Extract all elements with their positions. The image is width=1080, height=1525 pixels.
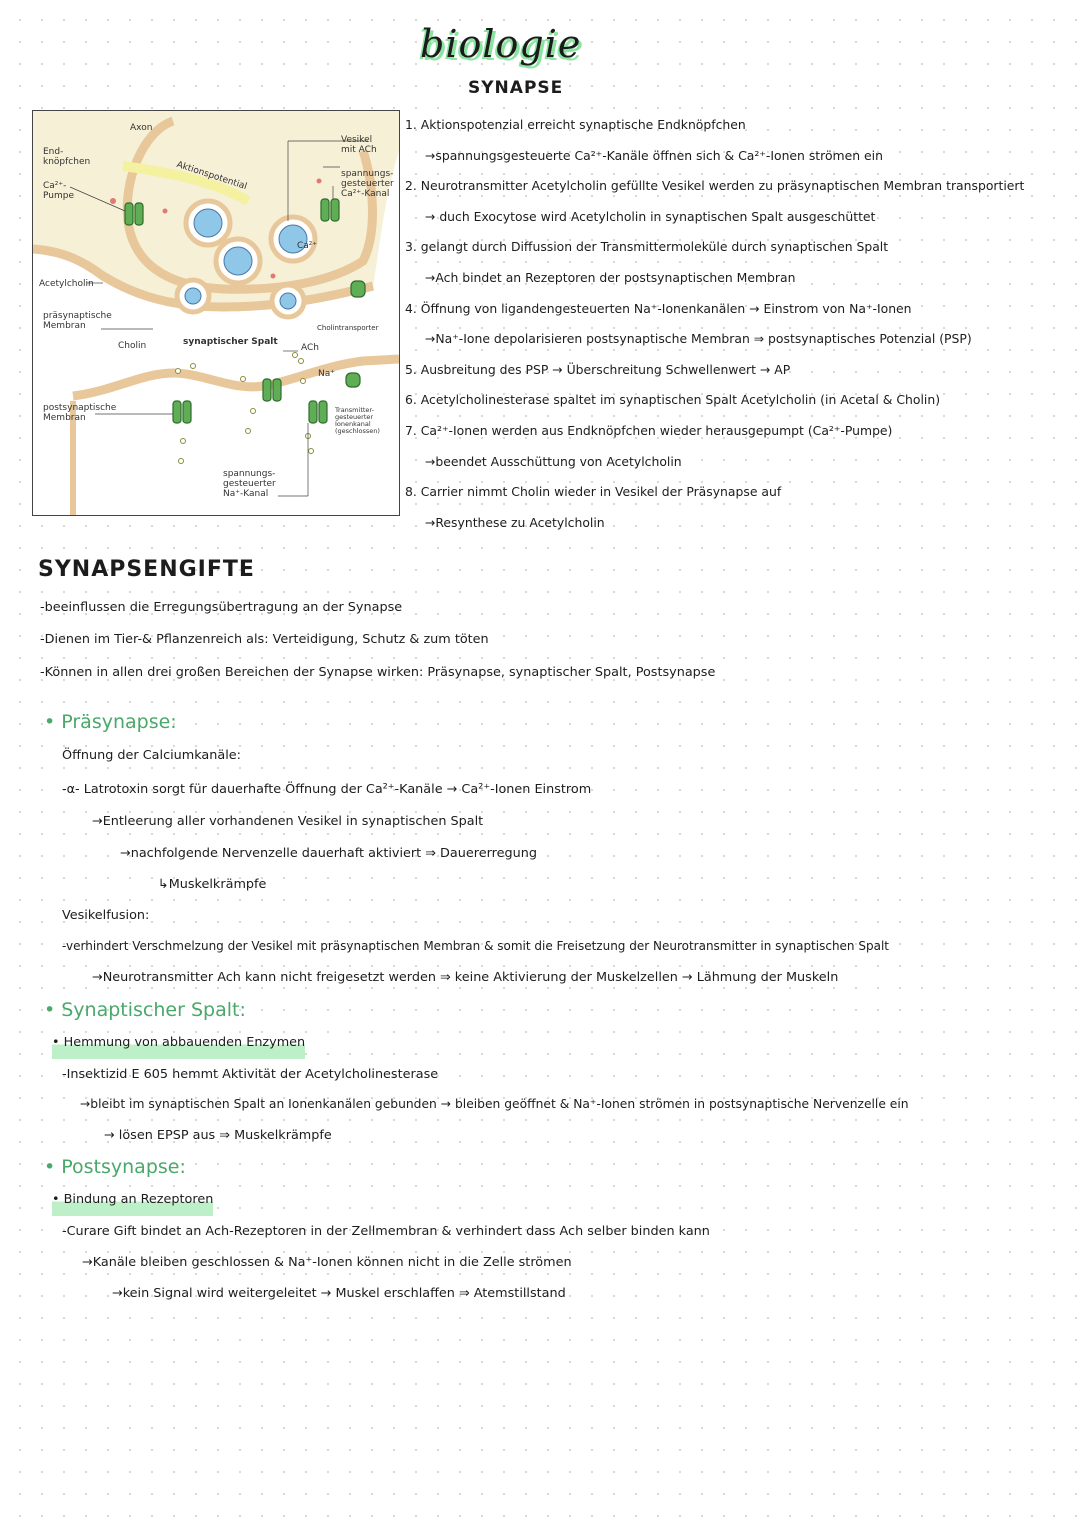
step-8-detail: →Resynthese zu Acetylcholin bbox=[425, 514, 605, 530]
page-title: biologie bbox=[420, 22, 582, 66]
postsynapse-line-3: →kein Signal wird weitergeleitet → Muskel erschlaffen ⇒ Atemstillstand bbox=[112, 1286, 566, 1301]
step-7-detail: →beendet Ausschüttung von Acetylcholin bbox=[425, 453, 682, 469]
praesynapse-heading: • Präsynapse: bbox=[44, 711, 177, 733]
steps-list bbox=[405, 110, 1065, 538]
step-6: 6. Acetylcholinesterase spaltet im synaptischen Spalt Acetylcholin (in Acetal & Cholin) bbox=[405, 392, 941, 408]
gifte-intro-2: -Dienen im Tier-& Pflanzenreich als: Verteidigung, Schutz & zum töten bbox=[40, 632, 489, 647]
label-transmitter-kanal: Transmitter- gesteuerter Ionenkanal (geschlossen) bbox=[335, 406, 380, 435]
label-cholintransporter: Cholintransporter bbox=[317, 324, 379, 332]
spalt-sub: • Hemmung von abbauenden Enzymen bbox=[52, 1027, 305, 1059]
praesynapse-line-4: ↳Muskelkrämpfe bbox=[158, 877, 267, 892]
spalt-line-1: -Insektizid E 605 hemmt Aktivität der Acetylcholinesterase bbox=[62, 1067, 439, 1082]
step-4: 4. Öffnung von ligandengesteuerten Na⁺-Ionenkanälen → Einstrom von Na⁺-Ionen bbox=[405, 300, 912, 316]
praesynapse-sub1: Öffnung der Calciumkanäle: bbox=[62, 748, 241, 763]
label-praesyn-membran: präsynaptische Membran bbox=[43, 311, 112, 331]
step-1-detail: →spannungsgesteuerte Ca²⁺-Kanäle öffnen sich & Ca²⁺-Ionen strömen ein bbox=[425, 147, 883, 163]
label-ca-kanal: spannungs- gesteuerter Ca²⁺-Kanal bbox=[341, 169, 394, 199]
gifte-intro-1: -beeinflussen die Erregungsübertragung an der Synapse bbox=[40, 600, 403, 615]
label-aktionspotential: Aktionspotential bbox=[175, 159, 249, 193]
label-spalt: synaptischer Spalt bbox=[183, 337, 278, 347]
step-2-detail: → duch Exocytose wird Acetylcholin in synaptischen Spalt ausgeschüttet bbox=[425, 208, 876, 224]
step-2: 2. Neurotransmitter Acetylcholin gefüllte Vesikel werden zu präsynaptischen Membran transportiert bbox=[405, 178, 1025, 194]
postsynapse-line-1: -Curare Gift bindet an Ach-Rezeptoren in der Zellmembran & verhindert dass Ach selber binden kann bbox=[62, 1224, 710, 1239]
step-5: 5. Ausbreitung des PSP → Überschreitung Schwellenwert → AP bbox=[405, 361, 791, 377]
praesynapse-line-3: →nachfolgende Nervenzelle dauerhaft aktiviert ⇒ Dauererregung bbox=[120, 846, 537, 861]
step-7: 7. Ca²⁺-Ionen werden aus Endknöpfchen wieder herausgepumpt (Ca²⁺-Pumpe) bbox=[405, 422, 893, 438]
label-vesikel: Vesikel mit ACh bbox=[341, 135, 377, 155]
label-cholin: Cholin bbox=[118, 341, 147, 351]
step-1: 1. Aktionspotenzial erreicht synaptische Endknöpfchen bbox=[405, 117, 746, 132]
label-na: Na⁺ bbox=[318, 369, 335, 379]
step-8: 8. Carrier nimmt Cholin wieder in Vesikel der Präsynapse auf bbox=[405, 484, 782, 500]
synapse-diagram bbox=[32, 110, 400, 516]
postsynapse-sub: • Bindung an Rezeptoren bbox=[52, 1184, 213, 1216]
label-acetylcholin: Acetylcholin bbox=[39, 279, 94, 289]
label-endknoepfchen: End- knöpfchen bbox=[43, 147, 91, 167]
label-axon: Axon bbox=[130, 123, 153, 133]
praesynapse-line-1: -α- Latrotoxin sorgt für dauerhafte Öffnung der Ca²⁺-Kanäle → Ca²⁺-Ionen Einstrom bbox=[62, 782, 592, 797]
label-postsyn-membran: postsynaptische Membran bbox=[43, 403, 117, 423]
step-4-detail: →Na⁺-Ione depolarisieren postsynaptische Membran ⇒ postsynaptisches Potenzial (PSP) bbox=[425, 331, 972, 347]
page-subtitle: SYNAPSE bbox=[468, 78, 564, 98]
spalt-line-2: →bleibt im synaptischen Spalt an Ionenkanälen gebunden → bleiben geöffnet & Na⁺-Ionen strömen in postsynaptische Nervenzelle ein bbox=[80, 1097, 909, 1111]
postsynapse-line-2: →Kanäle bleiben geschlossen & Na⁺-Ionen können nicht in die Zelle strömen bbox=[82, 1255, 572, 1270]
praesynapse-line-6: →Neurotransmitter Ach kann nicht freigesetzt werden ⇒ keine Aktivierung der Muskelzellen → Lähmung der Muskeln bbox=[92, 970, 839, 985]
praesynapse-sub2: Vesikelfusion: bbox=[62, 908, 150, 923]
step-3-detail: →Ach bindet an Rezeptoren der postsynaptischen Membran bbox=[425, 269, 796, 285]
label-na-kanal: spannungs- gesteuerter Na⁺-Kanal bbox=[223, 469, 276, 499]
label-ca: Ca²⁺ bbox=[297, 241, 318, 251]
step-3: 3. gelangt durch Diffussion der Transmittermoleküle durch synaptischen Spalt bbox=[405, 239, 889, 255]
postsynapse-heading: • Postsynapse: bbox=[44, 1156, 186, 1178]
praesynapse-line-2: →Entleerung aller vorhandenen Vesikel in synaptischen Spalt bbox=[92, 814, 484, 829]
spalt-heading: • Synaptischer Spalt: bbox=[44, 999, 246, 1021]
gifte-intro-3: -Können in allen drei großen Bereichen der Synapse wirken: Präsynapse, synaptischer Spalt, Postsynapse bbox=[40, 665, 716, 680]
spalt-line-3: → lösen EPSP aus ⇒ Muskelkrämpfe bbox=[104, 1128, 332, 1143]
praesynapse-line-5: -verhindert Verschmelzung der Vesikel mit präsynaptischen Membran & somit die Freisetzung der Neurotransmitter in synaptischen Spalt bbox=[62, 939, 889, 953]
label-ach: ACh bbox=[301, 343, 319, 353]
label-ca-pumpe: Ca²⁺- Pumpe bbox=[43, 181, 74, 201]
gifte-heading: SYNAPSENGIFTE bbox=[38, 557, 255, 582]
